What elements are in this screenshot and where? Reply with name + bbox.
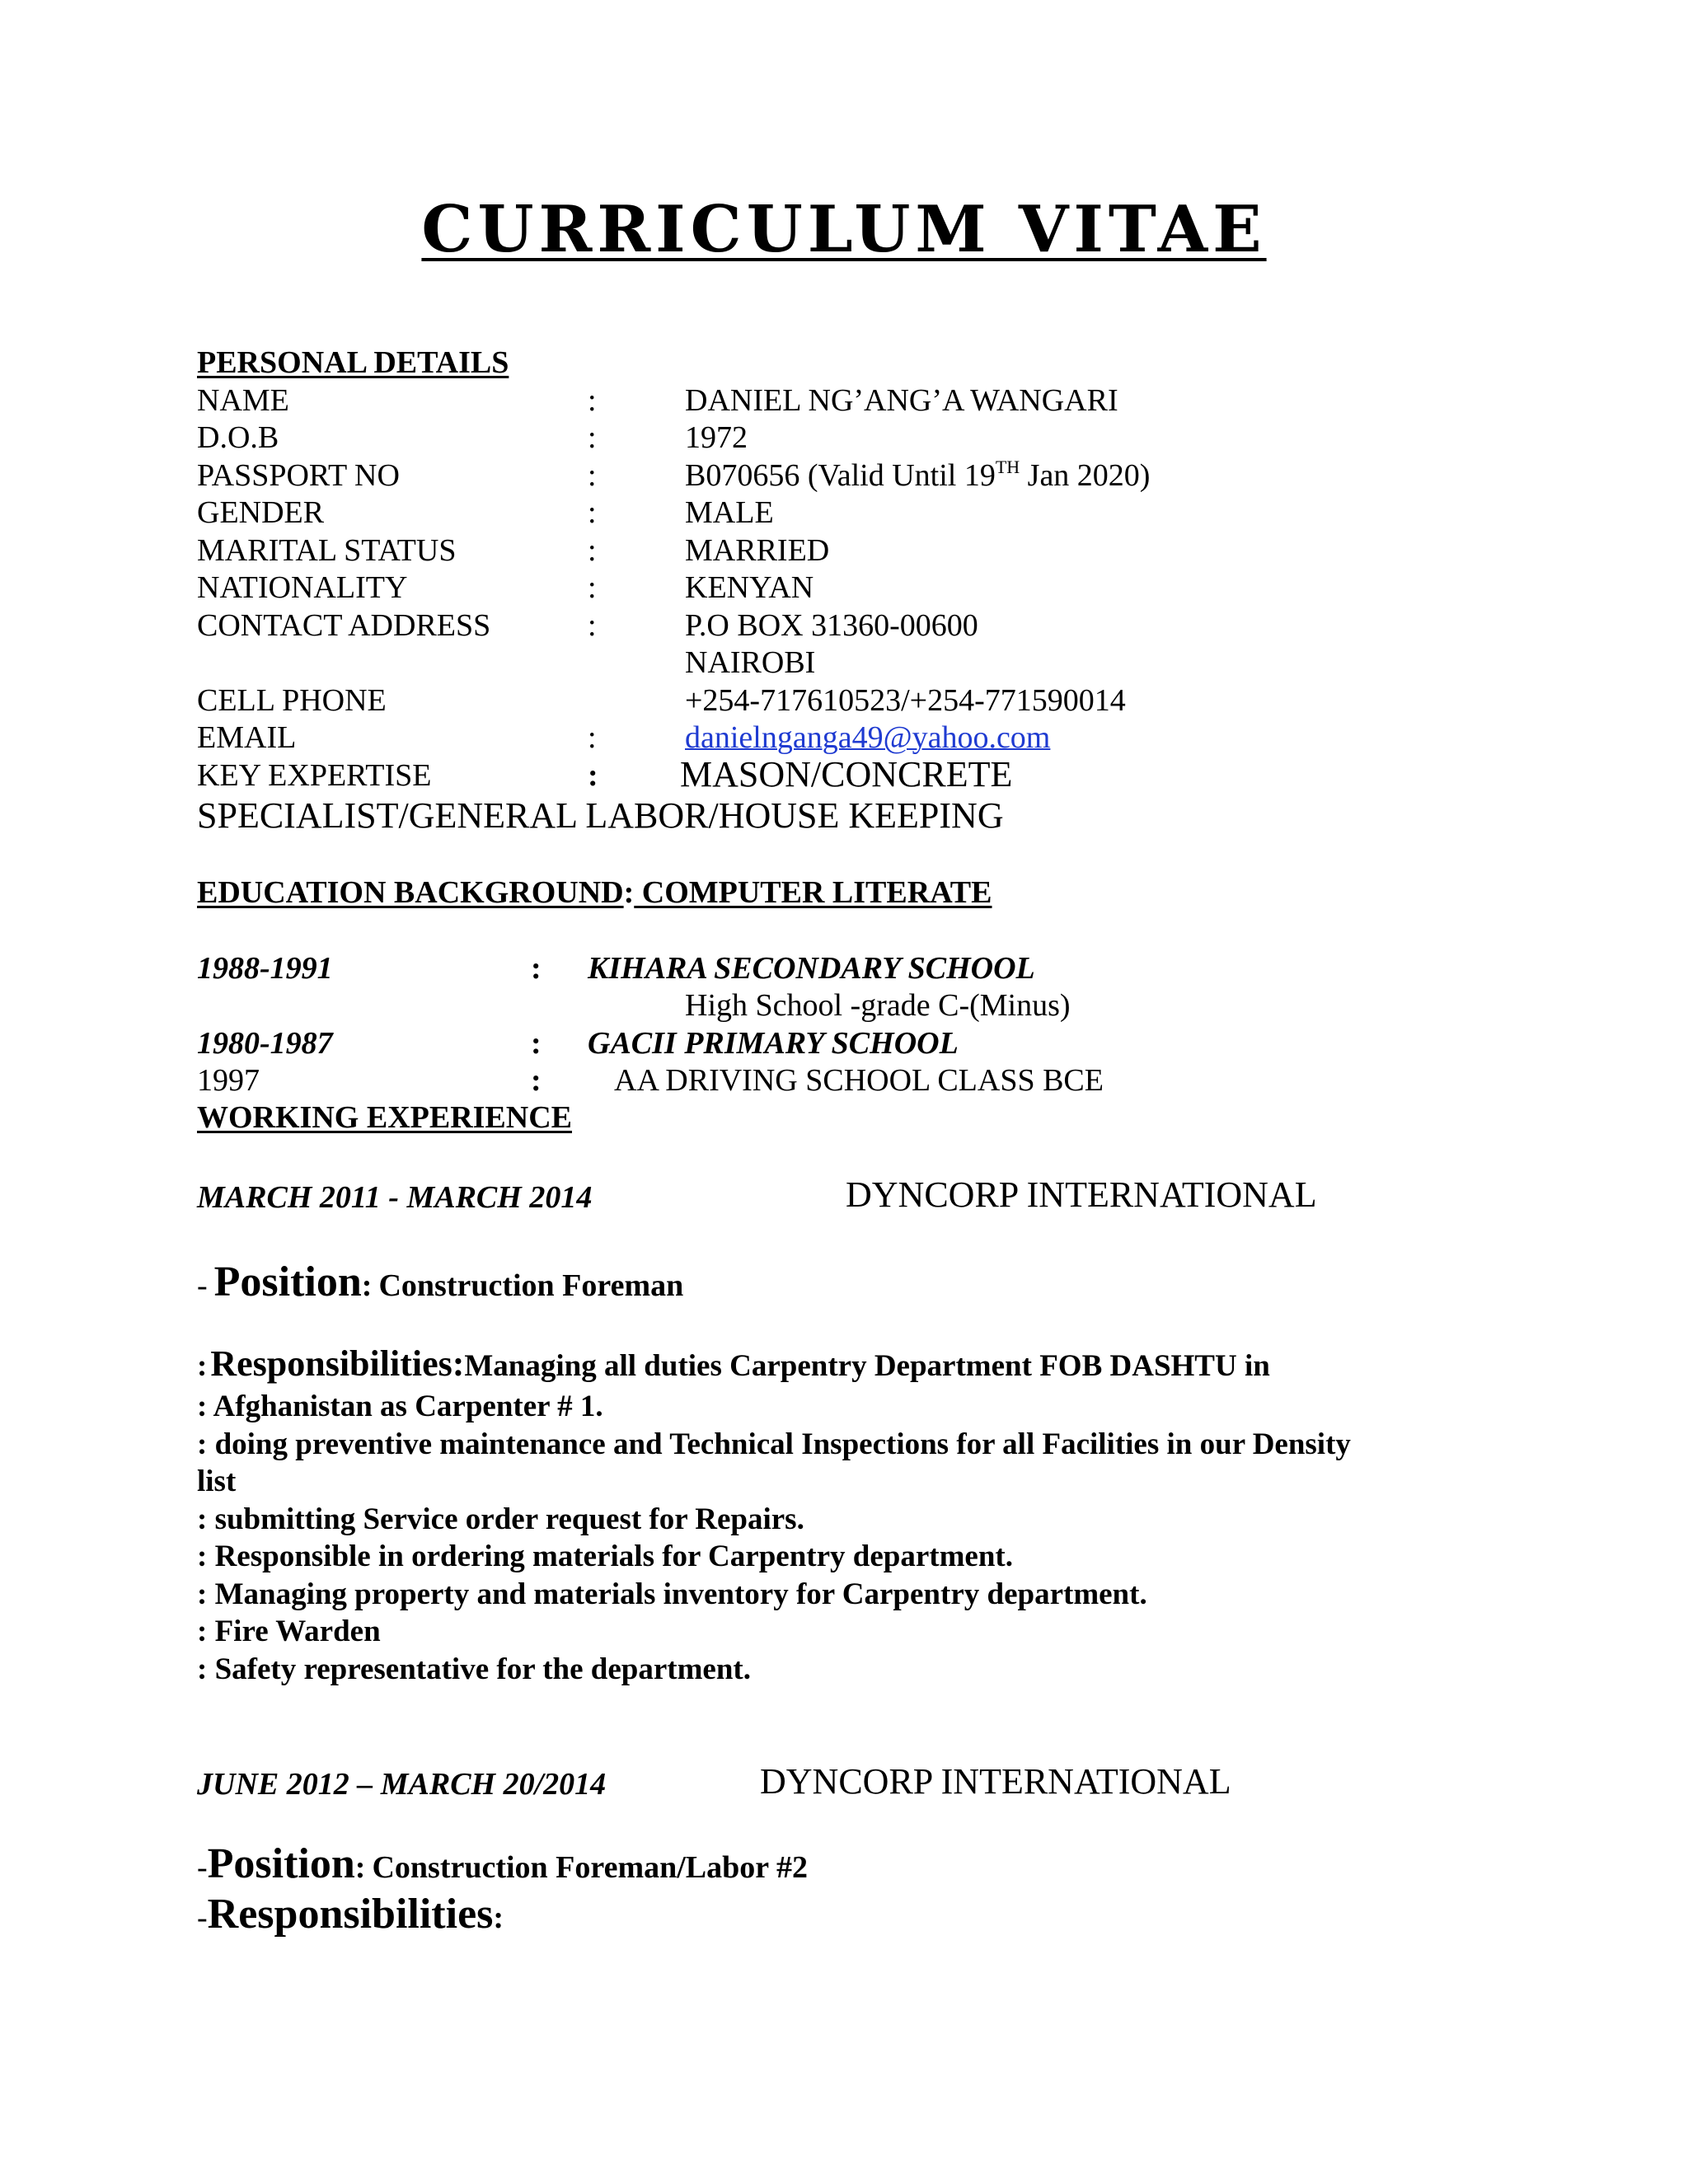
education-colon-3: : xyxy=(531,1063,542,1098)
personal-details-heading: PERSONAL DETAILS xyxy=(197,345,509,380)
passport-label: PASSPORT NO xyxy=(197,458,400,493)
expertise-label: KEY EXPERTISE xyxy=(197,758,432,793)
email-colon: : xyxy=(588,720,597,755)
dob-colon: : xyxy=(588,420,597,455)
nationality-colon: : xyxy=(588,570,597,605)
job-2-company: DYNCORP INTERNATIONAL xyxy=(760,1761,1231,1802)
job-1-responsibility: : Managing property and materials inventory for Carpentry department. xyxy=(197,1577,1147,1611)
education-colon-1: : xyxy=(531,951,542,986)
marital-value: MARRIED xyxy=(685,533,830,568)
job-1-responsibility: : Afghanistan as Carpenter # 1. xyxy=(197,1390,603,1423)
education-school-2: GACII PRIMARY SCHOOL xyxy=(588,1026,959,1061)
dob-label: D.O.B xyxy=(197,420,279,455)
passport-colon: : xyxy=(588,458,597,493)
job-1-responsibility: : Safety representative for the department. xyxy=(197,1652,751,1686)
job-1-responsibility: list xyxy=(197,1465,237,1498)
name-colon: : xyxy=(588,383,597,418)
job-1-position: - Position: Construction Foreman xyxy=(197,1258,684,1305)
education-years-2: 1980-1987 xyxy=(197,1026,333,1061)
gender-colon: : xyxy=(588,495,597,530)
job-1-responsibilities-first: : Responsibilities:Managing all duties Carpentry Department FOB DASHTU in xyxy=(197,1343,1270,1384)
job-1-responsibility: : doing preventive maintenance and Technical Inspections for all Facilities in our Density xyxy=(197,1427,1351,1461)
education-colon-2: : xyxy=(531,1026,542,1061)
job-1-dates: MARCH 2011 - MARCH 2014 xyxy=(197,1180,593,1215)
email-link[interactable]: danielnganga49@yahoo.com xyxy=(685,720,1051,755)
expertise-continued: SPECIALIST/GENERAL LABOR/HOUSE KEEPING xyxy=(197,795,1004,836)
expertise-colon: : xyxy=(588,758,598,793)
email-label: EMAIL xyxy=(197,720,297,755)
job-2-position: -Position: Construction Foreman/Labor #2 xyxy=(197,1840,808,1887)
cell-label: CELL PHONE xyxy=(197,683,387,718)
nationality-value: KENYAN xyxy=(685,570,814,605)
gender-value: MALE xyxy=(685,495,774,530)
job-1-responsibility: : Responsible in ordering materials for Carpentry department. xyxy=(197,1540,1013,1573)
cell-value: +254-717610523/+254-771590014 xyxy=(685,683,1126,718)
job-2-responsibilities-heading: -Responsibilities: xyxy=(197,1891,504,1938)
marital-label: MARITAL STATUS xyxy=(197,533,457,568)
job-1-responsibility: : Fire Warden xyxy=(197,1615,381,1648)
marital-colon: : xyxy=(588,533,597,568)
name-label: NAME xyxy=(197,383,289,418)
job-1-responsibility: : submitting Service order request for Repairs. xyxy=(197,1502,804,1536)
address-colon: : xyxy=(588,608,597,643)
job-2-dates: JUNE 2012 – MARCH 20/2014 xyxy=(197,1767,607,1802)
passport-value: B070656 (Valid Until 19TH Jan 2020) xyxy=(685,457,1151,493)
document-title: CURRICULUM VITAE xyxy=(421,192,1267,267)
job-1-company: DYNCORP INTERNATIONAL xyxy=(846,1174,1317,1215)
education-school-3: AA DRIVING SCHOOL CLASS BCE xyxy=(614,1063,1104,1098)
name-value: DANIEL NG’ANG’A WANGARI xyxy=(685,383,1118,418)
nationality-label: NATIONALITY xyxy=(197,570,408,605)
expertise-value: MASON/CONCRETE xyxy=(680,754,1013,794)
education-years-3: 1997 xyxy=(197,1063,260,1098)
education-detail-1: High School -grade C-(Minus) xyxy=(685,988,1071,1023)
address-line-2: NAIROBI xyxy=(685,645,816,680)
education-years-1: 1988-1991 xyxy=(197,951,333,986)
address-line-1: P.O BOX 31360-00600 xyxy=(685,608,978,643)
gender-label: GENDER xyxy=(197,495,325,530)
address-label: CONTACT ADDRESS xyxy=(197,608,491,643)
dob-value: 1972 xyxy=(685,420,748,455)
education-school-1: KIHARA SECONDARY SCHOOL xyxy=(588,951,1035,986)
education-heading: EDUCATION BACKGROUND: COMPUTER LITERATE xyxy=(197,875,992,910)
experience-heading: WORKING EXPERIENCE xyxy=(197,1100,572,1135)
